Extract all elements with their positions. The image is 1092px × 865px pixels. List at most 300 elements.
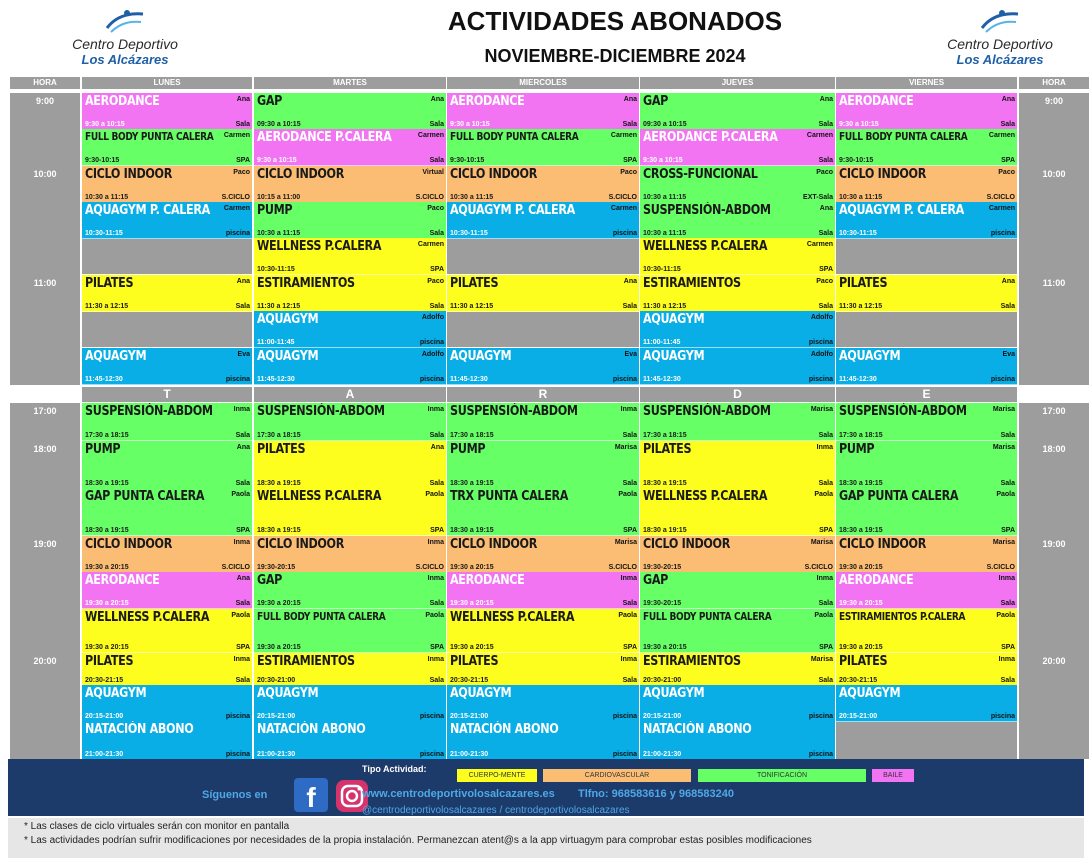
instructor: Ana xyxy=(430,96,444,103)
class-time: 20:30-21:15 xyxy=(85,677,124,684)
class-name: CICLO INDOOR xyxy=(643,537,730,552)
class-name: WELLNESS P.CALERA xyxy=(450,610,575,625)
class-cell xyxy=(640,653,835,686)
instructor: Ana xyxy=(1001,96,1015,103)
note-1: * Las clases de ciclo virtuales serán con monitor en pantalla xyxy=(24,821,290,832)
class-time: 9:30 a 10:15 xyxy=(450,121,490,128)
class-cell xyxy=(836,166,1017,203)
class-time: 19:30 a 20:15 xyxy=(257,600,301,607)
logo-line2: Los Alcázares xyxy=(81,52,169,67)
class-room: Sala xyxy=(1000,432,1015,439)
class-time: 11:30 a 12:15 xyxy=(450,303,494,310)
class-name: AERODANCE xyxy=(839,573,914,588)
legend-tonificacion: TONIFICACIÓN xyxy=(698,769,866,782)
instructor: Ana xyxy=(236,444,250,451)
hour-label-left: 9:00 xyxy=(35,96,54,106)
hour-label-left: 20:00 xyxy=(33,656,57,666)
class-cell xyxy=(640,166,835,203)
class-time: 20:15-21:00 xyxy=(643,713,682,720)
class-name: AERODANCE xyxy=(85,573,160,588)
class-room: S.CICLO xyxy=(608,194,637,201)
class-name: SUSPENSIÓN-ABDOM xyxy=(643,203,771,218)
logo-left xyxy=(55,8,195,68)
class-cell xyxy=(82,609,252,653)
class-time: 9:30-10:15 xyxy=(85,157,120,164)
hour-label-right: 11:00 xyxy=(1042,278,1066,288)
class-name: WELLNESS P.CALERA xyxy=(643,239,768,254)
class-room: piscina xyxy=(808,339,833,346)
class-time: 19:30-20:15 xyxy=(643,564,682,571)
class-room: Sala xyxy=(235,600,250,607)
class-time: 21:00-21:30 xyxy=(450,751,489,758)
hour-label-right: 20:00 xyxy=(1042,656,1066,666)
class-room: Sala xyxy=(429,230,444,237)
class-cell xyxy=(640,311,835,348)
class-time: 17:30 a 18:15 xyxy=(839,432,883,439)
class-name: AERODANCE xyxy=(839,94,914,109)
instructor: Inma xyxy=(427,575,444,582)
class-room: SPA xyxy=(1001,157,1015,164)
instructor: Ana xyxy=(819,205,833,212)
class-time: 11:30 a 12:15 xyxy=(85,303,129,310)
class-name: PILATES xyxy=(450,654,499,669)
class-name: PUMP xyxy=(257,203,293,218)
class-time: 9:30 a 10:15 xyxy=(85,121,125,128)
class-room: piscina xyxy=(612,713,637,720)
class-name: AQUAGYM xyxy=(643,349,705,364)
class-name: PILATES xyxy=(450,276,499,291)
class-room: EXT-Sala xyxy=(803,194,833,201)
class-cell xyxy=(82,275,252,312)
class-name: SUSPENSIÓN-ABDOM xyxy=(643,404,771,419)
class-name: GAP xyxy=(643,94,668,109)
class-cell xyxy=(640,129,835,166)
class-name: ESTIRAMIENTOS xyxy=(643,654,741,669)
class-name: SUSPENSIÓN-ABDOM xyxy=(450,404,578,419)
tarde-letter-t: T xyxy=(82,387,252,402)
class-room: piscina xyxy=(419,751,444,758)
class-room: piscina xyxy=(990,230,1015,237)
class-room: Sala xyxy=(818,157,833,164)
empty-slot xyxy=(82,238,252,274)
class-name: NATACIÓN ABONO xyxy=(85,722,194,737)
class-cell xyxy=(640,721,835,760)
class-name: PUMP xyxy=(450,442,486,457)
class-name: AQUAGYM xyxy=(839,686,901,701)
empty-slot xyxy=(836,721,1017,759)
class-cell xyxy=(836,572,1017,609)
class-cell xyxy=(447,441,639,489)
class-time: 10:30-11:15 xyxy=(257,266,295,273)
class-name: CICLO INDOOR xyxy=(257,167,344,182)
instructor: Paola xyxy=(814,491,833,498)
class-room: SPA xyxy=(623,157,637,164)
class-name: PILATES xyxy=(839,654,888,669)
class-room: piscina xyxy=(225,230,250,237)
logo-swirl-icon xyxy=(105,8,145,34)
class-cell xyxy=(836,685,1017,722)
class-room: S.CICLO xyxy=(221,564,250,571)
class-cell xyxy=(640,609,835,653)
facebook-icon[interactable] xyxy=(292,776,330,814)
class-cell xyxy=(82,403,252,441)
class-room: piscina xyxy=(225,376,250,383)
header-miercoles: MIERCOLES xyxy=(447,77,639,89)
class-name: AQUAGYM xyxy=(839,349,901,364)
instructor: Carmen xyxy=(610,205,637,212)
social-handle[interactable]: @centrodeportivolosalcazares / centrodeportivolosalcazares xyxy=(362,805,630,816)
page-title: ACTIVIDADES ABONADOS xyxy=(447,6,783,36)
class-name: AERODANCE xyxy=(450,573,525,588)
header-jueves: JUEVES xyxy=(640,77,835,89)
instructor: Marisa xyxy=(810,539,833,546)
hour-label-right: 17:00 xyxy=(1042,406,1066,416)
class-cell xyxy=(836,348,1017,385)
class-time: 19:30 a 20:15 xyxy=(643,644,687,651)
class-time: 10:30 a 11:15 xyxy=(643,194,687,201)
class-time: 10:30 a 11:15 xyxy=(643,230,687,237)
class-time: 21:00-21:30 xyxy=(85,751,124,758)
class-cell xyxy=(447,403,639,441)
instructor: Paco xyxy=(816,169,833,176)
page-subtitle: NOVIEMBRE-DICIEMBRE 2024 xyxy=(484,46,746,66)
class-time: 20:15-21:00 xyxy=(450,713,489,720)
class-time: 18:30 a 19:15 xyxy=(257,480,301,487)
class-room: SPA xyxy=(236,527,250,534)
instructor: Adolfo xyxy=(421,351,444,358)
hour-label-left: 10:00 xyxy=(33,169,57,179)
class-name: PILATES xyxy=(257,442,306,457)
class-name: SUSPENSIÓN-ABDOM xyxy=(839,404,967,419)
class-time: 19:30 a 20:15 xyxy=(839,644,883,651)
class-cell xyxy=(447,202,639,239)
hour-label-right: 19:00 xyxy=(1042,539,1066,549)
tarde-letter-d: D xyxy=(640,387,835,402)
instructor: Carmen xyxy=(417,241,444,248)
class-room: piscina xyxy=(419,376,444,383)
class-name: NATACIÓN ABONO xyxy=(643,722,752,737)
class-time: 11:45-12:30 xyxy=(257,376,295,383)
class-room: piscina xyxy=(808,751,833,758)
instructor: Marisa xyxy=(992,406,1015,413)
class-name: AERODANCE P.CALERA xyxy=(257,130,392,145)
class-time: 18:30 a 19:15 xyxy=(839,480,883,487)
class-cell xyxy=(640,403,835,441)
class-time: 11:45-12:30 xyxy=(643,376,681,383)
legend-baile: BAILE xyxy=(872,769,914,782)
class-time: 18:30 a 19:15 xyxy=(450,527,494,534)
class-name: AQUAGYM P. CALERA xyxy=(450,203,575,218)
class-name: GAP PUNTA CALERA xyxy=(85,489,205,504)
class-cell xyxy=(836,403,1017,441)
class-room: SPA xyxy=(819,644,833,651)
class-time: 11:45-12:30 xyxy=(839,376,877,383)
class-cell xyxy=(254,441,446,489)
class-time: 18:30 a 19:15 xyxy=(85,527,129,534)
class-room: SPA xyxy=(623,644,637,651)
class-name: AQUAGYM P. CALERA xyxy=(85,203,210,218)
instructor: Paola xyxy=(425,612,444,619)
class-time: 20:15-21:00 xyxy=(85,713,124,720)
class-room: Sala xyxy=(235,480,250,487)
class-room: piscina xyxy=(225,751,250,758)
class-name: SUSPENSIÓN-ABDOM xyxy=(85,404,213,419)
class-room: Sala xyxy=(1000,121,1015,128)
class-time: 10:30 a 11:15 xyxy=(85,194,129,201)
class-cell xyxy=(254,202,446,239)
instructor: Inma xyxy=(620,656,637,663)
class-name: AERODANCE xyxy=(450,94,525,109)
instructor: Ana xyxy=(1001,278,1015,285)
class-name: WELLNESS P.CALERA xyxy=(643,489,768,504)
class-cell xyxy=(254,572,446,609)
instructor: Virtual xyxy=(422,169,444,176)
class-name: GAP xyxy=(257,94,282,109)
class-cell xyxy=(447,536,639,573)
class-time: 10:30-11:15 xyxy=(839,230,877,237)
class-room: SPA xyxy=(1001,644,1015,651)
hour-label-left: 11:00 xyxy=(33,278,57,288)
class-time: 19:30 a 20:15 xyxy=(450,644,494,651)
class-time: 19:30-20:15 xyxy=(643,600,682,607)
class-room: SPA xyxy=(623,527,637,534)
class-cell xyxy=(254,536,446,573)
class-room: S.CICLO xyxy=(415,564,444,571)
class-room: Sala xyxy=(1000,303,1015,310)
class-name: AQUAGYM xyxy=(257,686,319,701)
class-time: 17:30 a 18:15 xyxy=(450,432,494,439)
class-name: FULL BODY PUNTA CALERA xyxy=(839,130,968,143)
class-room: Sala xyxy=(818,600,833,607)
class-room: Sala xyxy=(235,121,250,128)
class-name: CICLO INDOOR xyxy=(85,167,172,182)
instructor: Inma xyxy=(233,539,250,546)
class-cell xyxy=(82,202,252,239)
hour-column-right-morning xyxy=(1019,93,1089,385)
class-time: 10:30-11:15 xyxy=(85,230,123,237)
class-cell xyxy=(447,721,639,760)
class-room: Sala xyxy=(818,230,833,237)
class-cell xyxy=(836,129,1017,166)
class-name: ESTIRAMIENTOS xyxy=(257,276,355,291)
logo-swirl-icon xyxy=(980,8,1020,34)
class-cell xyxy=(447,275,639,312)
class-room: Sala xyxy=(1000,677,1015,684)
class-cell xyxy=(836,93,1017,130)
class-time: 11:30 a 12:15 xyxy=(257,303,301,310)
class-room: SPA xyxy=(236,157,250,164)
empty-slot xyxy=(836,238,1017,274)
class-cell xyxy=(254,685,446,722)
class-name: CICLO INDOOR xyxy=(257,537,344,552)
class-time: 18:30 a 19:15 xyxy=(85,480,129,487)
hour-label-left: 17:00 xyxy=(33,406,57,416)
tarde-letter-a: A xyxy=(254,387,446,402)
class-cell xyxy=(254,275,446,312)
class-name: CICLO INDOOR xyxy=(85,537,172,552)
instructor: Adolfo xyxy=(810,351,833,358)
instructor: Carmen xyxy=(417,132,444,139)
class-room: Sala xyxy=(622,432,637,439)
class-time: 19:30-20:15 xyxy=(257,564,296,571)
class-name: GAP xyxy=(643,573,668,588)
class-name: CROSS-FUNCIONAL xyxy=(643,167,758,182)
class-name: AQUAGYM xyxy=(257,349,319,364)
instructor: Ana xyxy=(236,278,250,285)
class-name: FULL BODY PUNTA CALERA xyxy=(450,130,579,143)
class-time: 10:30-11:15 xyxy=(450,230,488,237)
header-hora-left: HORA xyxy=(10,77,80,89)
class-room: SPA xyxy=(819,527,833,534)
instructor: Ana xyxy=(623,278,637,285)
class-cell xyxy=(836,202,1017,239)
class-room: Sala xyxy=(1000,480,1015,487)
instructor: Carmen xyxy=(988,132,1015,139)
class-time: 19:30 a 20:15 xyxy=(450,564,494,571)
empty-slot xyxy=(447,238,639,274)
class-cell xyxy=(447,653,639,686)
class-room: S.CICLO xyxy=(986,564,1015,571)
class-room: S.CICLO xyxy=(986,194,1015,201)
instructor: Paola xyxy=(618,612,637,619)
class-room: Sala xyxy=(429,303,444,310)
instructor: Paola xyxy=(996,491,1015,498)
class-time: 18:30 a 19:15 xyxy=(257,527,301,534)
class-name: TRX PUNTA CALERA xyxy=(450,489,569,504)
class-room: Sala xyxy=(1000,600,1015,607)
instructor: Inma xyxy=(427,406,444,413)
instructor: Paola xyxy=(231,491,250,498)
instructor: Inma xyxy=(620,575,637,582)
class-name: AQUAGYM xyxy=(257,312,319,327)
class-time: 20:15-21:00 xyxy=(257,713,296,720)
instructor: Inma xyxy=(427,539,444,546)
notes-box xyxy=(8,818,1084,858)
instructor: Carmen xyxy=(223,205,250,212)
class-time: 10:30 a 11:15 xyxy=(839,194,883,201)
class-cell xyxy=(836,275,1017,312)
class-time: 19:30 a 20:15 xyxy=(85,644,129,651)
class-cell xyxy=(82,653,252,686)
class-time: 9:30-10:15 xyxy=(839,157,874,164)
class-name: CICLO INDOOR xyxy=(450,167,537,182)
class-cell xyxy=(640,536,835,573)
class-room: piscina xyxy=(419,339,444,346)
instructor: Inma xyxy=(427,656,444,663)
empty-slot xyxy=(447,311,639,347)
class-name: FULL BODY PUNTA CALERA xyxy=(257,610,386,623)
class-name: PILATES xyxy=(643,442,692,457)
class-name: ESTIRAMIENTOS P.CALERA xyxy=(839,610,966,623)
class-room: piscina xyxy=(808,376,833,383)
class-time: 9:30 a 10:15 xyxy=(643,157,683,164)
class-room: Sala xyxy=(622,121,637,128)
class-time: 11:00-11:45 xyxy=(257,339,295,346)
class-time: 11:30 a 12:15 xyxy=(839,303,883,310)
class-room: SPA xyxy=(819,266,833,273)
hour-label-right: 9:00 xyxy=(1044,96,1063,106)
class-name: PILATES xyxy=(839,276,888,291)
class-cell xyxy=(640,685,835,722)
instructor: Ana xyxy=(430,444,444,451)
class-name: AQUAGYM xyxy=(85,349,147,364)
class-time: 18:30 a 19:15 xyxy=(839,527,883,534)
class-room: Sala xyxy=(429,677,444,684)
class-cell xyxy=(640,441,835,489)
class-cell xyxy=(836,609,1017,653)
class-time: 18:30 a 19:15 xyxy=(643,527,687,534)
svg-text:f: f xyxy=(306,782,316,813)
instructor: Paola xyxy=(425,491,444,498)
class-cell xyxy=(254,311,446,348)
instructor: Eva xyxy=(624,351,637,358)
class-cell xyxy=(447,488,639,536)
class-cell xyxy=(836,536,1017,573)
class-room: Sala xyxy=(235,303,250,310)
class-time: 11:45-12:30 xyxy=(85,376,123,383)
instructor: Inma xyxy=(233,656,250,663)
class-room: Sala xyxy=(622,677,637,684)
class-room: Sala xyxy=(429,432,444,439)
class-name: AERODANCE P.CALERA xyxy=(643,130,778,145)
class-room: Sala xyxy=(818,303,833,310)
class-name: AQUAGYM xyxy=(643,312,705,327)
class-time: 10:30-11:15 xyxy=(643,266,681,273)
class-time: 17:30 a 18:15 xyxy=(85,432,129,439)
hour-label-left: 18:00 xyxy=(33,444,57,454)
class-name: WELLNESS P.CALERA xyxy=(257,239,382,254)
note-2: * Las actividades podrían sufrir modificaciones por necesidades de la propia instalación. Permanezcan atent@s a la app virtuagym para comprobar estas posibles modificaciones xyxy=(24,835,812,846)
instructor: Paco xyxy=(816,278,833,285)
class-time: 17:30 a 18:15 xyxy=(257,432,301,439)
class-cell xyxy=(836,488,1017,536)
class-time: 20:30-21:15 xyxy=(839,677,878,684)
instructor: Paola xyxy=(996,612,1015,619)
class-cell xyxy=(82,166,252,203)
class-room: Sala xyxy=(622,600,637,607)
class-time: 9:30 a 10:15 xyxy=(839,121,879,128)
class-room: SPA xyxy=(236,644,250,651)
class-name: GAP PUNTA CALERA xyxy=(839,489,959,504)
class-cell xyxy=(82,93,252,130)
class-name: NATACIÓN ABONO xyxy=(257,722,366,737)
class-room: S.CICLO xyxy=(415,194,444,201)
logo-line2: Los Alcázares xyxy=(956,52,1044,67)
header-martes: MARTES xyxy=(254,77,446,89)
class-time: 9:30 a 10:15 xyxy=(257,157,297,164)
instructor: Paola xyxy=(814,612,833,619)
class-time: 17:30 a 18:15 xyxy=(643,432,687,439)
instructor: Inma xyxy=(998,575,1015,582)
class-cell xyxy=(640,275,835,312)
class-time: 20:30-21:00 xyxy=(643,677,682,684)
class-time: 09:30 a 10:15 xyxy=(257,121,301,128)
class-time: 19:30 a 20:15 xyxy=(257,644,301,651)
class-cell xyxy=(640,348,835,385)
class-name: PILATES xyxy=(85,654,134,669)
instructor: Marisa xyxy=(614,539,637,546)
instructor: Adolfo xyxy=(810,314,833,321)
instructor: Paco xyxy=(427,278,444,285)
website-link[interactable]: www.centrodeportivolosalcazares.es xyxy=(362,788,555,800)
class-name: AQUAGYM xyxy=(450,686,512,701)
logo-line1: Centro Deportivo xyxy=(947,36,1053,52)
class-time: 19:30 a 20:15 xyxy=(839,564,883,571)
class-cell xyxy=(447,609,639,653)
class-time: 20:30-21:15 xyxy=(450,677,489,684)
hour-label-left: 19:00 xyxy=(33,539,57,549)
class-name: WELLNESS P.CALERA xyxy=(85,610,210,625)
